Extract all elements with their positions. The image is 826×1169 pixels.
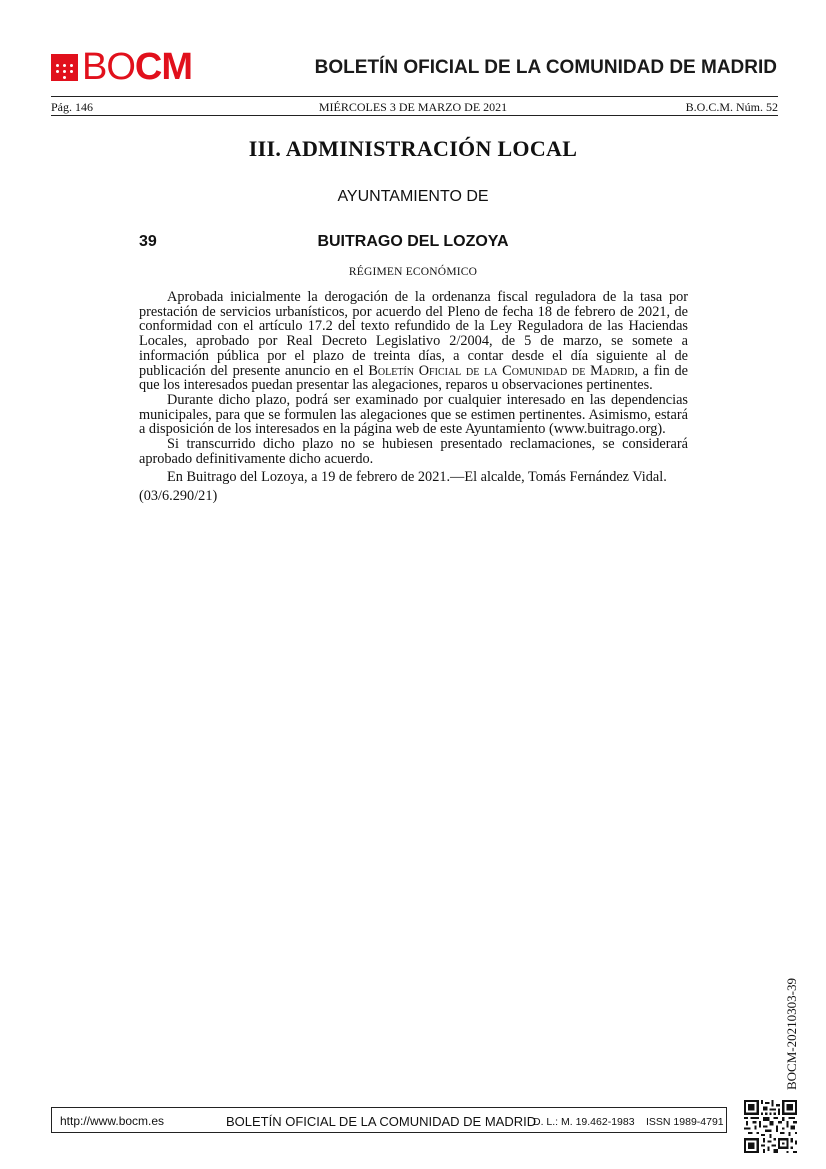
page-number: Pág. 146 [51,100,93,114]
header-rule-top [51,96,778,97]
section-title: III. ADMINISTRACIÓN LOCAL [248,136,578,161]
star-icon [63,64,66,67]
journal-title: BOLETÍN OFICIAL DE LA COMUNIDAD DE MADRID [314,57,777,78]
announcement-number: 39 [139,233,157,250]
issn: ISSN 1989-4791 [646,1116,724,1128]
paragraph-1-text-a: Aprobada inicialmente la derogación de la ordenanza fiscal reguladora de la tasa por prestación de servicios urbanísticos, por acuerdo del Pleno de fecha 18 de febrero de 2021, de conformidad con el artículo 17.2 del texto refundido de la Ley Reguladora de las Haciendas Locales, aprobado por Real Decreto Legislativo 2/2004, de 5 de marzo, se somete a información pública por el plazo de treinta días, a contar desde el día siguiente al de publicación del presente anuncio en el [139,289,688,379]
footer-url-link[interactable]: http://www.bocm.es [60,1114,165,1128]
issue-date: MIÉRCOLES 3 DE MARZO DE 2021 [318,100,508,114]
signature-line: En Buitrago del Lozoya, a 19 de febrero de 2021.—El alcalde, Tomás Fernández Vidal. [167,469,667,486]
municipality-name: BUITRAGO DEL LOZOYA [317,233,509,250]
logo-wordmark [82,46,193,88]
paragraph-3: Si transcurrido dicho plazo no se hubiesen presentado reclamaciones, se considerará aprobado definitivamente dicho acuerdo. [139,436,688,467]
star-icon [56,70,59,73]
paragraph-1-text-b: , a fin de que los interesados puedan presentar las alegaciones, reparos u observaciones pertinentes. [139,362,688,394]
announcement-body [139,290,688,504]
qr-code-icon [744,1100,797,1153]
journal-name-smallcaps: Boletín Oficial de la Comunidad de Madrid [368,362,635,379]
issue-number: B.O.C.M. Núm. 52 [685,100,778,114]
logo-prefix: BO [82,46,135,88]
logo-suffix: CM [134,46,193,88]
footer-title: BOLETÍN OFICIAL DE LA COMUNIDAD DE MADRID [226,1114,537,1129]
madrid-flag-icon [51,54,78,81]
star-icon [63,76,66,79]
bocm-logo [51,46,193,88]
paragraph-1 [139,290,688,393]
reference-code: (03/6.290/21) [139,488,218,505]
star-icon [56,64,59,67]
legal-deposit: D. L.: M. 19.462-1983 [533,1116,635,1128]
star-icon [70,70,73,73]
paragraph-2: Durante dicho plazo, podrá ser examinado por cualquier interesado en las dependencias municipales, para que se formulen las alegaciones que se estimen pertinentes. Asimismo, estará a disposición de los interesados en la página web de este Ayuntamiento (www.buitrago.org). [139,391,688,438]
header-rule-bottom [51,115,778,116]
entity-type: AYUNTAMIENTO DE [337,188,489,205]
side-document-code: BOCM-20210303-39 [784,978,799,1090]
subject-heading: RÉGIMEN ECONÓMICO [348,266,478,278]
star-icon [70,64,73,67]
star-icon [63,70,66,73]
